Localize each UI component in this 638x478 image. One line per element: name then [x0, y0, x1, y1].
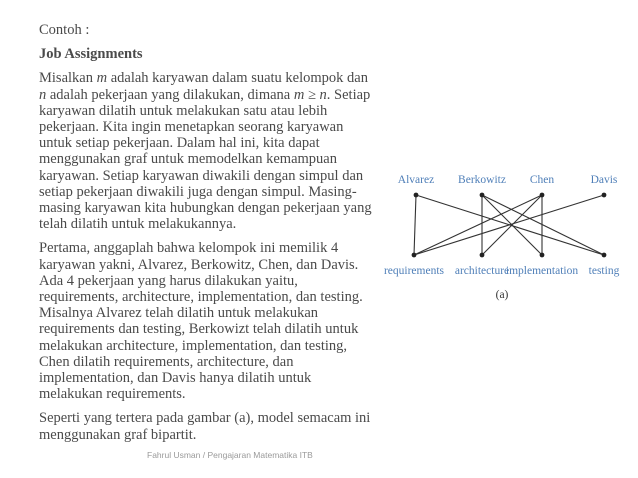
para1-part-c: adalah pekerjaan yang dilakukan, dimana — [46, 86, 294, 103]
edge-chen-requirements — [414, 195, 542, 255]
paragraph-1 — [39, 70, 374, 232]
graph-caption: (a) — [495, 289, 509, 301]
node-testing — [602, 253, 607, 258]
edge-alvarez-requirements — [414, 195, 416, 255]
node-davis — [602, 193, 607, 198]
var-m: m — [96, 70, 108, 87]
graph-edges — [414, 195, 604, 255]
edge-berkowitz-testing — [482, 195, 604, 255]
graph-labels — [384, 174, 620, 277]
slide-text — [39, 22, 374, 451]
var-n: n — [39, 86, 47, 103]
label-berkowitz: Berkowitz — [458, 174, 506, 186]
node-berkowitz — [480, 193, 485, 198]
node-alvarez — [414, 193, 419, 198]
node-chen — [540, 193, 545, 198]
bipartite-graph — [376, 170, 636, 305]
paragraph-3: Seperti yang tertera pada gambar (a), model semacam ini menggunakan graf bipartit. — [39, 410, 371, 443]
label-requirements: requirements — [383, 265, 445, 277]
para1-part-d: . Setiap karyawan dilatih untuk melakukan satu atau lebih pekerjaan. Kita ingin menetapkan seorang karyawan untuk setiap pekerjaan. Dalam hal ini, kita dapat menggunakan graf untuk memodelkan kemampuan karyawan. Setiap karyawan diwakili dengan simpul dan setiap pekerjaan diwakili juga dengan simpul. Masing-masing karyawan kita hubungkan dengan pekerjaan yang telah dilatih untuk melakukannya. — [39, 86, 372, 233]
label-chen: Chen — [529, 174, 555, 186]
node-requirements — [412, 253, 417, 258]
label-testing: testing — [588, 265, 620, 277]
para1-part-b: adalah karyawan dalam suatu kelompok dan — [107, 70, 368, 87]
label-davis: Davis — [590, 174, 618, 186]
label-alvarez: Alvarez — [397, 174, 435, 186]
para1-part-a: Misalkan — [39, 70, 97, 87]
footer: Fahrul Usman / Pengajaran Matematika ITB — [147, 450, 313, 460]
label-architecture: architecture — [454, 265, 510, 277]
label-implementation: implementation — [505, 265, 579, 277]
node-implementation — [540, 253, 545, 258]
paragraph-2: Pertama, anggaplah bahwa kelompok ini memilik 4 karyawan yakni, Alvarez, Berkowitz, Chen, dan Davis. Ada 4 pekerjaan yang harus dilakukan yaitu, requirements, architecture, implementation, dan testing. Misalnya Alvarez telah dilatih untuk melakukan requirements dan testing, Berkowizt telah dilatih untuk melakukan architecture, implementation, dan testing, Chen dilatih requirements, architecture, dan implementation, dan Davis hanya dilatih untuk melakukan requirements. — [39, 240, 363, 403]
subheading: Job Assignments — [39, 46, 143, 63]
inequality: m ≥ n — [293, 86, 327, 103]
heading: Contoh : — [39, 22, 90, 38]
node-architecture — [480, 253, 485, 258]
